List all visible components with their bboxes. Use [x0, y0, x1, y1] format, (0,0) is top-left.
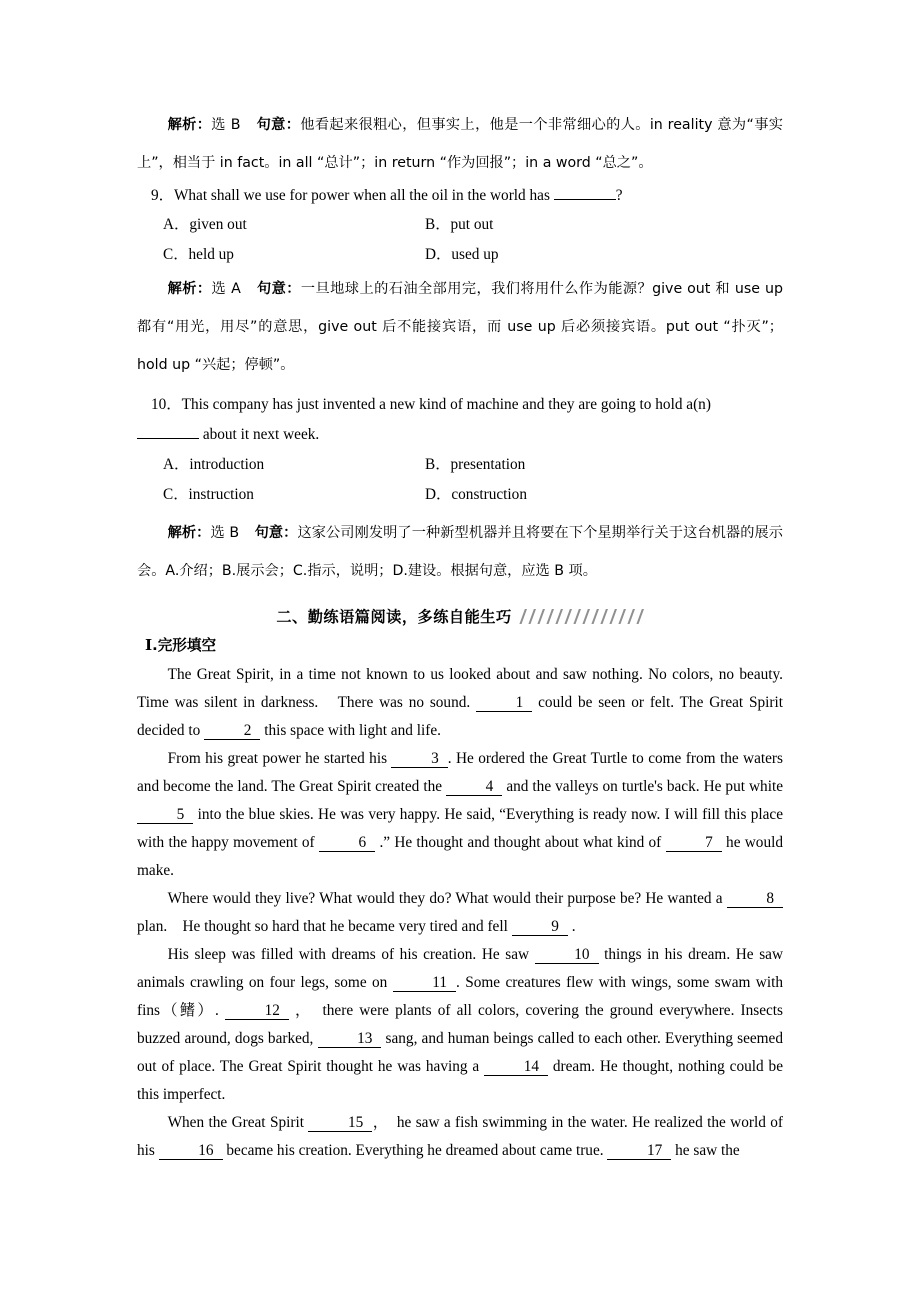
question-9-number: 9． [151, 187, 174, 204]
explanation-q9 [137, 270, 783, 384]
cloze-text: sang, and human beings called to each other. Everything seemed out of place. The Great Spirit thought he was having a [137, 1030, 783, 1075]
meaning-label: 句意： [254, 525, 298, 541]
cloze-text: became his creation. Everything he dreamed about came true. [222, 1142, 608, 1159]
option-d-text: construction [451, 486, 527, 503]
option-b-key: B． [425, 216, 451, 233]
option-b-text: put out [450, 216, 494, 233]
cloze-blank-1[interactable]: 1 [476, 695, 532, 712]
cloze-blank-15[interactable]: 15 [308, 1115, 372, 1132]
question-10-stem-line2 [137, 420, 783, 450]
option-a[interactable] [163, 450, 425, 480]
cloze-text: . [567, 918, 576, 935]
cloze-text: dream. He thought, nothing could be this imperfect. [137, 1058, 783, 1103]
question-9-stem-tail: ? [615, 187, 623, 204]
meaning-label: 句意： [256, 117, 301, 133]
meaning-label: 句意： [257, 281, 301, 297]
option-d-key: D． [425, 486, 452, 503]
question-10-options-row-2 [163, 480, 783, 510]
cloze-text: . Some creatures flew with wings, some swam with fins（鳍）. [137, 974, 783, 1019]
cloze-blank-16[interactable]: 16 [159, 1143, 223, 1160]
cloze-text: His sleep was filled with dreams of his creation. He saw [167, 946, 535, 963]
cloze-paragraph-5 [137, 1109, 783, 1165]
explanation-body: 一旦地球上的石油全部用完，我们将用什么作为能源？give out 和 use up 都有“用光，用尽”的意思，give out 后不能接宾语，而 use up 后必须接宾语。put out “扑灭”；hold up “兴起；停顿”。 [137, 281, 783, 373]
section-banner-title: 二、勤练语篇阅读，多练自能生巧 [276, 608, 512, 626]
answer-blank[interactable] [554, 185, 616, 200]
explanation-label: 解析： [167, 525, 211, 541]
explanation-label: 解析： [167, 117, 212, 133]
cloze-blank-8[interactable]: 8 [727, 891, 783, 908]
option-b[interactable] [425, 210, 783, 240]
question-9-stem [151, 182, 783, 210]
option-c-key: C． [163, 246, 189, 263]
explanation-q10 [137, 514, 783, 590]
cloze-blank-4[interactable]: 4 [446, 779, 502, 796]
cloze-text: he saw the [671, 1142, 740, 1159]
page-content [137, 106, 783, 1165]
cloze-text: he would make. [137, 834, 783, 879]
question-9-options-row-2 [163, 240, 783, 270]
option-b[interactable] [425, 450, 783, 480]
explanation-q8 [137, 106, 783, 182]
cloze-text: . He ordered the Great Turtle to come from the waters and become the land. The Great Spirit created the [137, 750, 783, 795]
cloze-paragraph-4 [137, 941, 783, 1109]
question-10-stem-text: This company has just invented a new kind of machine and they are going to hold a(n) [181, 396, 711, 413]
cloze-blank-2[interactable]: 2 [204, 723, 260, 740]
explanation-answer: 选 B [210, 525, 240, 541]
cloze-text: this space with light and life. [260, 722, 441, 739]
option-b-key: B． [425, 456, 451, 473]
question-10-stem-tail: about it next week. [199, 426, 320, 443]
cloze-paragraph-2 [137, 745, 783, 885]
option-c-key: C． [163, 486, 189, 503]
option-a-key: A． [163, 456, 190, 473]
option-a[interactable] [163, 210, 425, 240]
subsection-number: Ⅰ [145, 637, 153, 654]
section-banner [137, 590, 783, 631]
cloze-blank-11[interactable]: 11 [393, 975, 456, 992]
cloze-blank-13[interactable]: 13 [318, 1031, 382, 1048]
question-10-number: 10． [151, 396, 182, 413]
option-c-text: instruction [188, 486, 254, 503]
option-d[interactable] [425, 480, 783, 510]
option-d-text: used up [451, 246, 499, 263]
cloze-text: could be seen or felt. The Great Spirit decided to [137, 694, 784, 739]
cloze-text: and the valleys on turtle's back. He put white [502, 778, 783, 795]
option-c[interactable] [163, 480, 425, 510]
cloze-text: From his great power he started his [167, 750, 392, 767]
cloze-blank-14[interactable]: 14 [484, 1059, 548, 1076]
cloze-text: ， he saw a fish swimming in the water. He realized the world of his [137, 1114, 784, 1159]
slashes-decoration-icon [518, 609, 644, 624]
cloze-blank-7[interactable]: 7 [666, 835, 722, 852]
option-c[interactable] [163, 240, 425, 270]
option-d[interactable] [425, 240, 783, 270]
explanation-answer: 选 A [211, 281, 241, 297]
cloze-text: .” He thought and thought about what kind of [375, 834, 666, 851]
explanation-body: 他看起来很粗心，但事实上，他是一个非常细心的人。in reality 意为“事实上”，相当于 in fact。in all “总计”；in return “作为回报”；in a word “总之”。 [137, 117, 783, 171]
cloze-blank-9[interactable]: 9 [512, 919, 568, 936]
subsection-title: .完形填空 [152, 637, 217, 654]
option-d-key: D． [425, 246, 452, 263]
option-a-text: introduction [189, 456, 265, 473]
option-a-text: given out [189, 216, 247, 233]
subsection-heading [137, 631, 783, 661]
question-9-stem-text: What shall we use for power when all the oil in the world has [173, 187, 554, 204]
cloze-blank-17[interactable]: 17 [607, 1143, 671, 1160]
question-10-options-row-1 [163, 450, 783, 480]
cloze-blank-3[interactable]: 3 [391, 751, 447, 768]
question-9-options-row-1 [163, 210, 783, 240]
question-10-stem [151, 390, 783, 420]
cloze-blank-12[interactable]: 12 [225, 1003, 289, 1020]
question-9 [137, 182, 783, 270]
answer-blank[interactable] [137, 424, 199, 439]
cloze-text: Where would they live? What would they do? What would their purpose be? He wanted a [167, 890, 727, 907]
cloze-blank-6[interactable]: 6 [319, 835, 375, 852]
cloze-blank-5[interactable]: 5 [137, 807, 193, 824]
option-c-text: held up [188, 246, 234, 263]
explanation-answer: 选 B [211, 117, 241, 133]
cloze-text: things in his dream. He saw animals crawling on four legs, some on [137, 946, 783, 991]
option-a-key: A． [163, 216, 190, 233]
cloze-text: When the Great Spirit [167, 1114, 309, 1131]
explanation-label: 解析： [167, 281, 212, 297]
option-b-text: presentation [450, 456, 526, 473]
explanation-body: 这家公司刚发明了一种新型机器并且将要在下个星期举行关于这台机器的展示会。A.介绍；B.展示会；C.指示，说明；D.建设。根据句意，应选 B 项。 [137, 525, 783, 579]
cloze-text: plan. He thought so hard that he became very tired and fell [137, 918, 512, 935]
cloze-text: ， there were plants of all colors, covering the ground everywhere. Insects buzzed around, dogs barked, [137, 1002, 783, 1047]
cloze-paragraph-1 [137, 661, 783, 745]
cloze-paragraph-3 [137, 885, 783, 941]
question-10 [137, 390, 783, 510]
cloze-text: The Great Spirit, in a time not known to us looked about and saw nothing. No colors, no beauty. Time was silent in darkness. There was no sound. [137, 666, 783, 711]
cloze-blank-10[interactable]: 10 [535, 947, 599, 964]
cloze-text: into the blue skies. He was very happy. He said, “Everything is ready now. I will fill this place with the happy movement of [137, 806, 783, 851]
